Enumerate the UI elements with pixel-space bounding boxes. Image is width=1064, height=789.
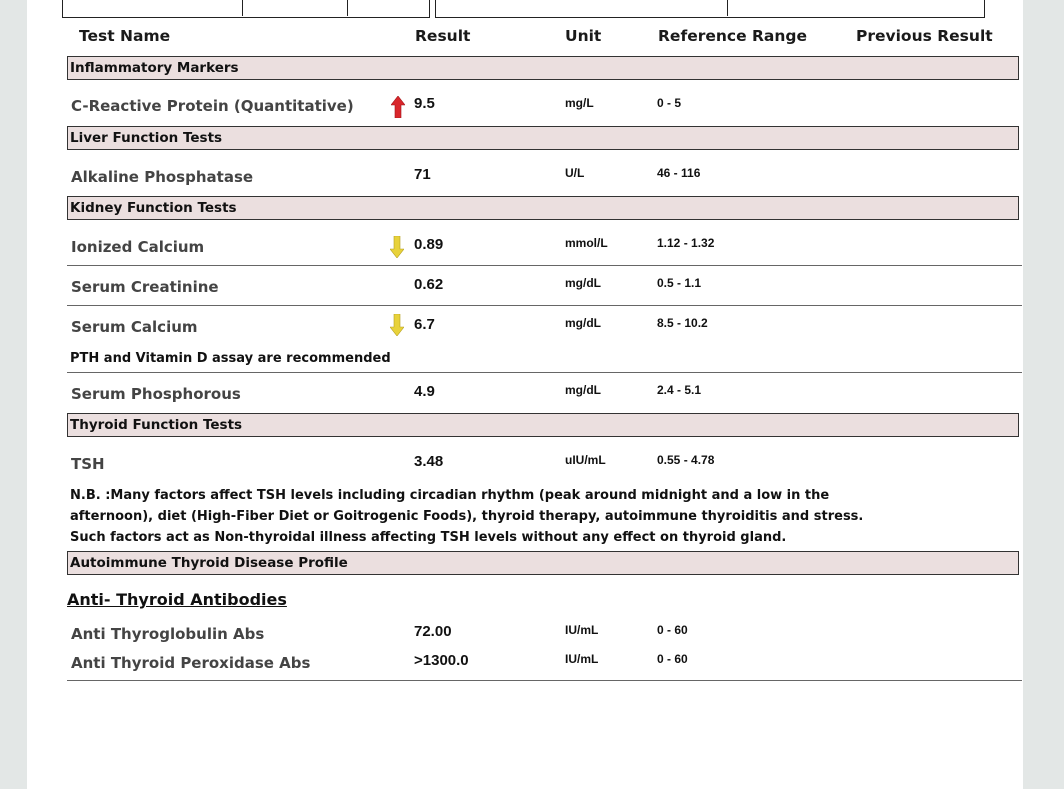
result-serum-calcium: 6.7: [414, 316, 435, 333]
result-anti-thyroglobulin: 72.00: [414, 623, 452, 640]
report-page: [27, 0, 1023, 789]
result-alp: 71: [414, 166, 431, 183]
header-box-left: [62, 0, 430, 18]
range-ionized-calcium: 1.12 - 1.32: [657, 236, 715, 250]
unit-serum-calcium: mg/dL: [565, 316, 601, 330]
header-box-right: [435, 0, 985, 18]
result-ionized-calcium: 0.89: [414, 236, 444, 253]
result-serum-phosphorous: 4.9: [414, 383, 435, 400]
result-tsh: 3.48: [414, 453, 444, 470]
section-title: Kidney Function Tests: [70, 200, 237, 216]
test-name-anti-tpo: Anti Thyroid Peroxidase Abs: [71, 654, 311, 672]
calcium-note: PTH and Vitamin D assay are recommended: [70, 351, 391, 366]
unit-tsh: uIU/mL: [565, 453, 606, 467]
unit-serum-creatinine: mg/dL: [565, 276, 601, 290]
section-title: Liver Function Tests: [70, 130, 223, 146]
section-thyroid-function: [67, 413, 1019, 437]
range-alp: 46 - 116: [657, 166, 701, 180]
column-header-previous-result: Previous Result: [856, 27, 993, 45]
section-title: Inflammatory Markers: [70, 60, 239, 76]
test-name-ionized-calcium: Ionized Calcium: [71, 238, 205, 256]
range-crp: 0 - 5: [657, 96, 682, 110]
section-liver-function: [67, 126, 1019, 150]
column-header-test-name: Test Name: [79, 27, 171, 45]
section-kidney-function: [67, 196, 1019, 220]
test-name-serum-creatinine: Serum Creatinine: [71, 278, 219, 296]
test-name-serum-phosphorous: Serum Phosphorous: [71, 385, 241, 403]
range-serum-calcium: 8.5 - 10.2: [657, 316, 708, 330]
row-divider: [67, 265, 1022, 266]
subheading-anti-thyroid-antibodies: Anti- Thyroid Antibodies: [67, 590, 287, 609]
unit-serum-phosphorous: mg/dL: [565, 383, 601, 397]
column-header-reference-range: Reference Range: [658, 27, 808, 45]
section-title: Autoimmune Thyroid Disease Profile: [70, 555, 348, 571]
header-box-divider: [727, 0, 728, 16]
header-box-divider: [242, 0, 243, 16]
tsh-note-line-3: Such factors act as Non-thyroidal illness affecting TSH levels without any effect on thyroid gland.: [70, 530, 787, 545]
test-name-crp: C-Reactive Protein (Quantitative): [71, 97, 354, 115]
arrow-up-icon: [391, 96, 405, 118]
unit-anti-thyroglobulin: IU/mL: [565, 623, 599, 637]
section-title: Thyroid Function Tests: [70, 417, 243, 433]
range-anti-thyroglobulin: 0 - 60: [657, 623, 688, 637]
unit-ionized-calcium: mmol/L: [565, 236, 608, 250]
range-serum-phosphorous: 2.4 - 5.1: [657, 383, 702, 397]
column-header-unit: Unit: [565, 27, 602, 45]
test-name-alp: Alkaline Phosphatase: [71, 168, 254, 186]
test-name-anti-thyroglobulin: Anti Thyroglobulin Abs: [71, 625, 265, 643]
tsh-note-line-2: afternoon), diet (High-Fiber Diet or Goitrogenic Foods), thyroid therapy, autoimmune thyroiditis and stress.: [70, 509, 864, 524]
unit-alp: U/L: [565, 166, 585, 180]
result-anti-tpo: >1300.0: [414, 652, 469, 669]
test-name-serum-calcium: Serum Calcium: [71, 318, 198, 336]
result-crp: 9.5: [414, 95, 435, 112]
table-bottom-rule: [67, 680, 1022, 681]
tsh-note-line-1: N.B. :Many factors affect TSH levels including circadian rhythm (peak around midnight and a low in the: [70, 488, 830, 503]
column-header-result: Result: [415, 27, 471, 45]
unit-crp: mg/L: [565, 96, 594, 110]
arrow-down-icon: [390, 314, 404, 336]
unit-anti-tpo: IU/mL: [565, 652, 599, 666]
row-divider: [67, 372, 1022, 373]
section-autoimmune-thyroid: [67, 551, 1019, 575]
row-divider: [67, 305, 1022, 306]
range-serum-creatinine: 0.5 - 1.1: [657, 276, 702, 290]
range-anti-tpo: 0 - 60: [657, 652, 688, 666]
arrow-down-icon: [390, 236, 404, 258]
test-name-tsh: TSH: [71, 455, 105, 473]
result-serum-creatinine: 0.62: [414, 276, 444, 293]
section-inflammatory-markers: [67, 56, 1019, 80]
header-box-divider: [347, 0, 348, 16]
range-tsh: 0.55 - 4.78: [657, 453, 715, 467]
